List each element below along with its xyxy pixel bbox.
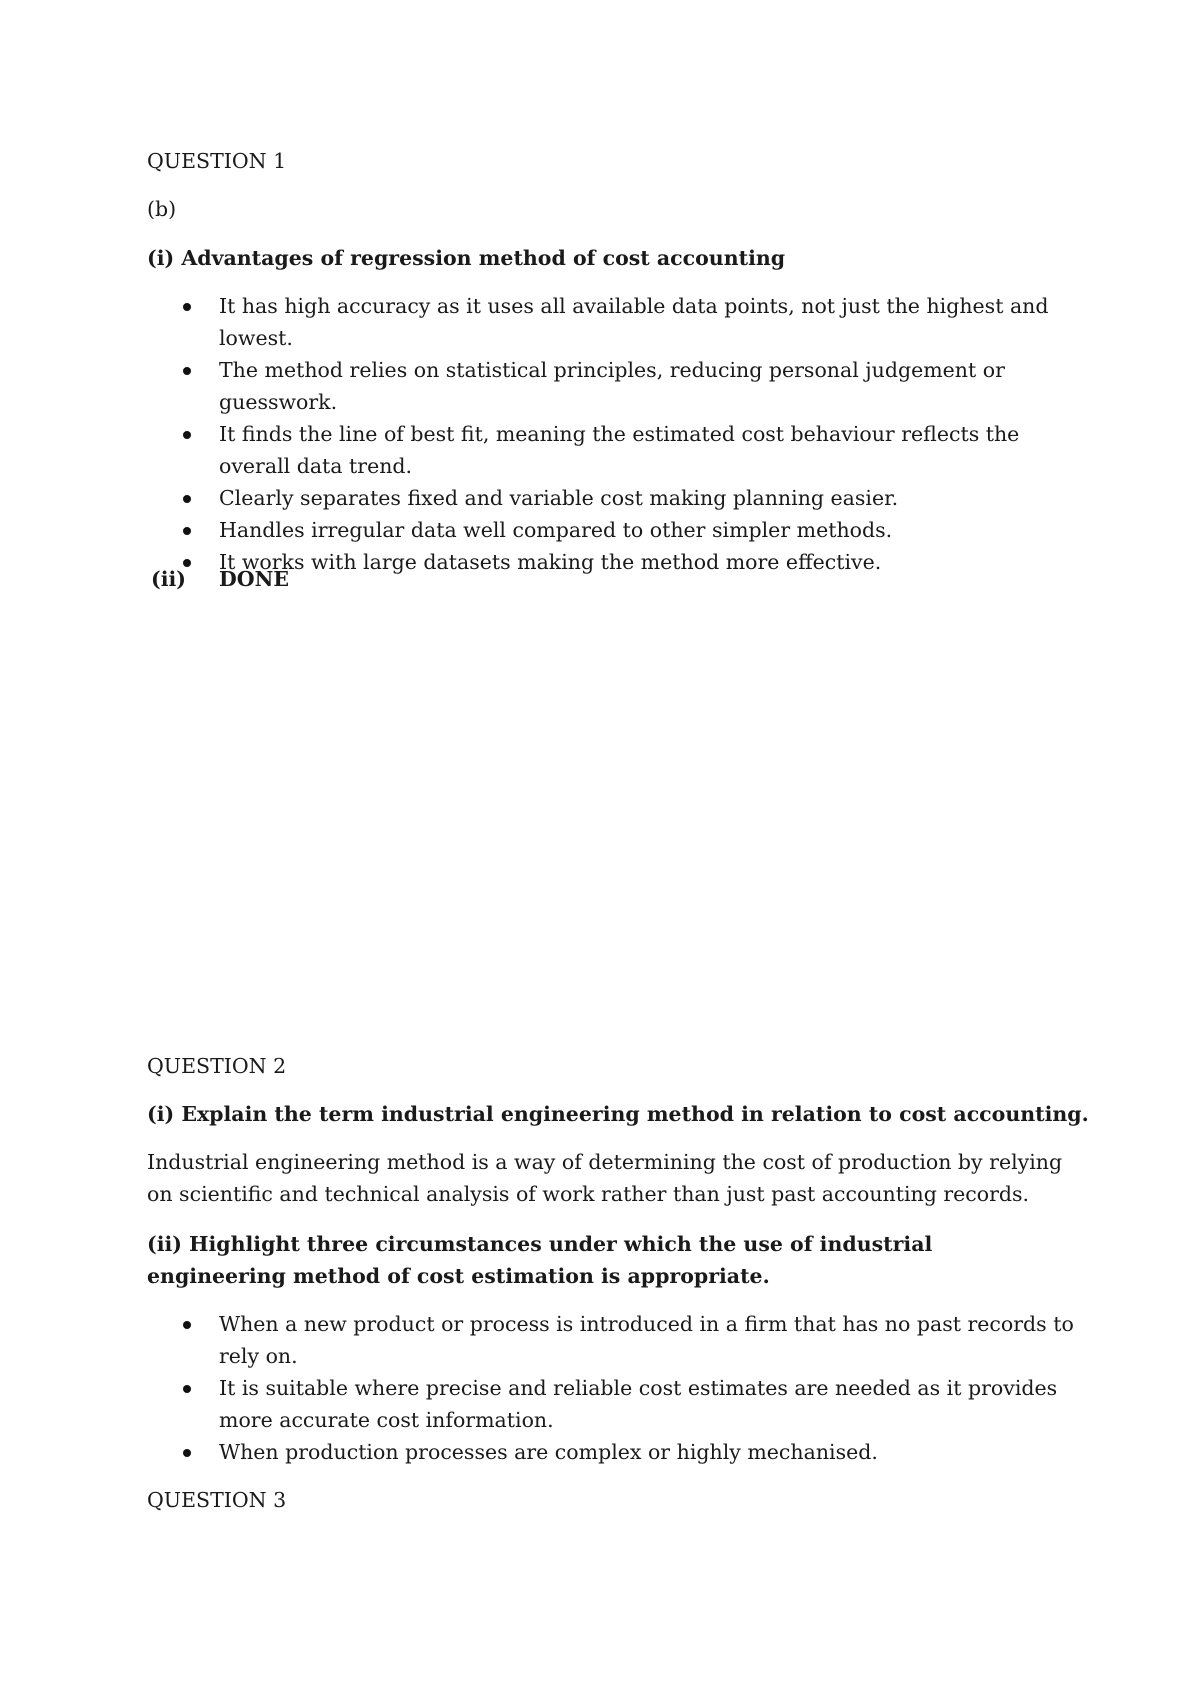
bullet-icon: [183, 1321, 191, 1329]
list-item: It has high accuracy as it uses all available data points, not just the highest and lowest.: [147, 290, 1077, 354]
question-2-sub-i-heading: (i) Explain the term industrial engineering method in relation to cost accounting.: [147, 1102, 1089, 1126]
question-2-sub-i-answer: Industrial engineering method is a way of determining the cost of production by relying on scientific and technical analysis of work rather than just past accounting records.: [147, 1150, 1063, 1206]
bullet-icon: [183, 1449, 191, 1457]
question-3-heading: QUESTION 3: [147, 1488, 287, 1512]
bullet-icon: [183, 303, 191, 311]
question-1-sub-i-heading: (i) Advantages of regression method of cost accounting: [147, 246, 786, 270]
bullet-icon: [183, 431, 191, 439]
list-item: It works with large datasets making the method more effective.: [147, 546, 1077, 578]
question-1-sub-ii-text: DONE: [219, 567, 289, 591]
question-1-heading: QUESTION 1: [147, 149, 287, 173]
list-item: Handles irregular data well compared to other simpler methods.: [147, 514, 1077, 546]
list-item: It finds the line of best fit, meaning the estimated cost behaviour reflects the overall data trend.: [147, 418, 1077, 482]
question-2-sub-ii-heading: (ii) Highlight three circumstances under which the use of industrial engineering method of cost estimation is appropriate.: [147, 1232, 933, 1288]
question-1-sub-ii-label: (ii): [151, 567, 186, 591]
question-2-heading: QUESTION 2: [147, 1054, 287, 1078]
question-1-part-label: (b): [147, 197, 177, 221]
question-1-advantages-list: [147, 290, 1077, 578]
bullet-icon: [183, 527, 191, 535]
bullet-icon: [183, 1385, 191, 1393]
bullet-icon: [183, 367, 191, 375]
list-item: Clearly separates fixed and variable cost making planning easier.: [147, 482, 1077, 514]
question-2-circumstances-list: [147, 1308, 1077, 1468]
list-item: It is suitable where precise and reliable cost estimates are needed as it provides more accurate cost information.: [147, 1372, 1077, 1436]
list-item: When production processes are complex or highly mechanised.: [147, 1436, 1077, 1468]
list-item: The method relies on statistical principles, reducing personal judgement or guesswork.: [147, 354, 1077, 418]
bullet-icon: [183, 495, 191, 503]
list-item: When a new product or process is introduced in a firm that has no past records to rely on.: [147, 1308, 1077, 1372]
